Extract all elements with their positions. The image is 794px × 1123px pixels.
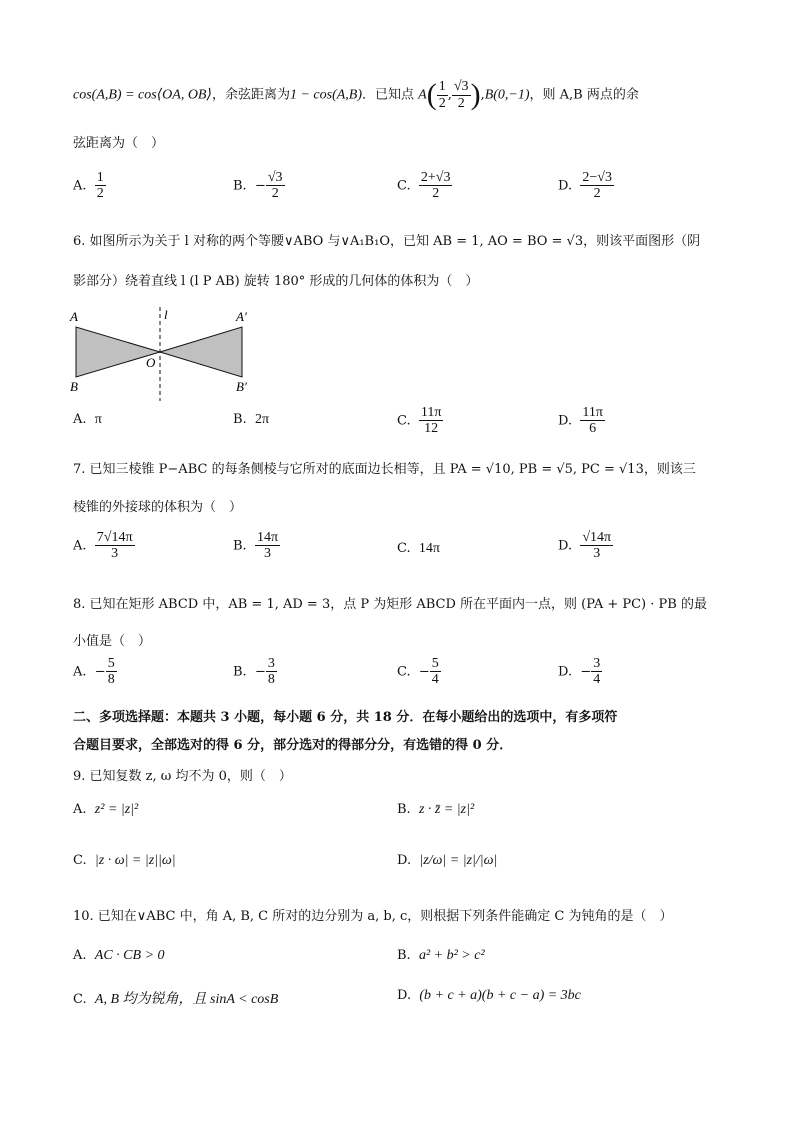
q6-label-a1: A′ <box>236 309 247 324</box>
q8-option-c[interactable]: C. − $\frac{5}{4}$ <box>397 656 439 688</box>
q6-label-b: B <box>70 379 78 394</box>
q5-stem-end: ，则 A,B 两点的余 <box>529 87 639 103</box>
section2-heading-line2: 合题目要求，全部选对的得 6 分，部分选对的得部分分，有选错的得 0 分． <box>73 738 513 753</box>
q9-option-a[interactable]: A. z² = |z|² <box>73 802 139 817</box>
q6-stem-line1: 6. 如图所示为关于 l 对称的两个等腰∨ABO 与∨A₁B₁O，已知 AB = 1, AO = BO = √3，则该平面图形（阴 <box>73 234 701 249</box>
q8-option-a[interactable]: A. − $\frac{5}{8}$ <box>73 656 115 688</box>
q6-stem-line2: 影部分）绕着直线 l (l P AB) 旋转 180° 形成的几何体的体积为（ ） <box>73 274 479 289</box>
q5-cos-definition: cos(A,B) = cos⟨OA, OB⟩ <box>73 87 212 103</box>
q6-label-l: l <box>164 307 168 322</box>
q5-point-a-y: $\frac{√3}{2}$ <box>453 79 469 111</box>
q6-right-triangle <box>160 327 242 377</box>
q9-option-b[interactable]: B. z · z̄ = |z|² <box>397 802 475 817</box>
q10-option-b[interactable]: B. a² + b² > c² <box>397 948 485 963</box>
q6-label-b1: B′ <box>236 379 247 394</box>
q7-option-c[interactable]: C. 14π <box>397 541 440 556</box>
q6-label-o: O <box>146 355 156 370</box>
q5-option-d[interactable]: D. $\frac{2-√3}{2}$ <box>558 170 612 202</box>
q5-option-b[interactable]: B. − $\frac{√3}{2}$ <box>233 170 283 202</box>
q5-known-text: ．已知点 <box>362 87 415 103</box>
q8-stem-line2: 小值是（ ） <box>73 634 152 649</box>
q9-stem: 9. 已知复数 z, ω 均不为 0，则（ ） <box>73 769 292 784</box>
q9-option-c[interactable]: C. |z · ω| = |z||ω| <box>73 853 176 868</box>
section2-heading-line1: 二、多项选择题：本题共 3 小题，每小题 6 分，共 18 分．在每小题给出的选项中，有多项符 <box>73 710 618 725</box>
q8-stem-line1: 8. 已知在矩形 ABCD 中，AB = 1, AD = 3，点 P 为矩形 ABCD 所在平面内一点，则 (PA + PC) · PB 的最 <box>73 597 707 612</box>
q7-option-d[interactable]: D. $\frac{√14\pi}{3}$ <box>558 530 612 562</box>
q9-option-d[interactable]: D. |z/ω| = |z|/|ω| <box>397 853 498 868</box>
q6-figure <box>68 305 268 405</box>
q6-option-a[interactable]: A. π <box>73 412 102 427</box>
q7-stem-line1: 7. 已知三棱锥 P−ABC 的每条侧棱与它所对的底面边长相等，且 PA = √10, PB = √5, PC = √13，则该三 <box>73 462 696 477</box>
q6-option-d[interactable]: D. $\frac{11\pi}{6}$ <box>558 405 603 437</box>
q10-option-d[interactable]: D. (b + c + a)(b + c − a) = 3bc <box>397 988 581 1003</box>
q10-stem: 10. 已知在∨ABC 中，角 A, B, C 所对的边分别为 a, b, c，则根据下列条件能确定 C 为钝角的是（ ） <box>73 909 673 924</box>
q10-option-c[interactable]: C. A, B 均为锐角，且 sinA < cosB <box>73 992 279 1007</box>
q7-option-b[interactable]: B. $\frac{14\pi}{3}$ <box>233 530 279 562</box>
q5-stem-line1: cos(A,B) = cos⟨OA, OB⟩，余弦距离为1 − cos(A,B)．已知点 A( $\frac{1}{2}$ , $\frac{√3}{2}$ ),B(0,−1)，则 A,B 两点的余 <box>73 78 639 111</box>
q6-option-c[interactable]: C. $\frac{11\pi}{12}$ <box>397 405 442 437</box>
q8-option-b[interactable]: B. − $\frac{3}{8}$ <box>233 656 275 688</box>
q7-option-a[interactable]: A. $\frac{7√14\pi}{3}$ <box>73 530 133 562</box>
q6-option-b[interactable]: B. 2π <box>233 412 270 427</box>
q6-label-a: A <box>70 309 78 324</box>
q5-point-a-label: A <box>418 87 427 103</box>
q5-option-c[interactable]: C. $\frac{2+√3}{2}$ <box>397 170 451 202</box>
q5-distance-formula: 1 − cos(A,B) <box>289 87 363 103</box>
q5-point-a-x: $\frac{1}{2}$ <box>438 79 446 111</box>
q7-stem-line2: 棱锥的外接球的体积为（ ） <box>73 500 243 515</box>
q8-option-d[interactable]: D. − $\frac{3}{4}$ <box>558 656 601 688</box>
q5-point-b: B(0,−1) <box>484 87 530 103</box>
q5-option-a[interactable]: A. $\frac{1}{2}$ <box>73 170 104 202</box>
q5-stem-line2: 弦距离为（ ） <box>73 136 165 151</box>
q10-option-a[interactable]: A. AC · CB > 0 <box>73 948 165 963</box>
q5-cosine-distance-label: ，余弦距离为 <box>211 87 290 103</box>
